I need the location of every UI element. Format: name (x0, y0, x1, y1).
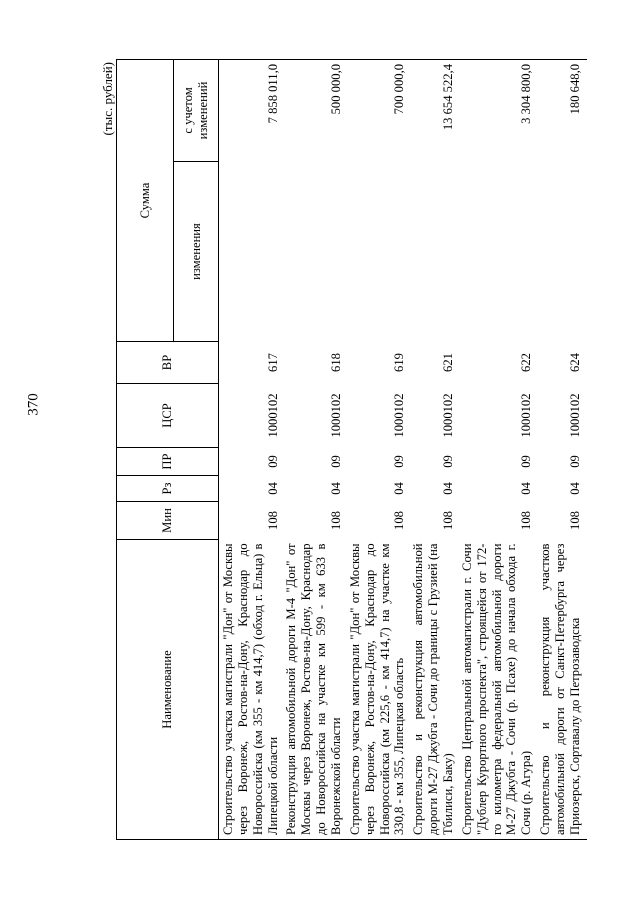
row-rz: 04 (519, 482, 534, 495)
row-pr: 09 (519, 455, 534, 468)
row-vr: 619 (392, 353, 407, 372)
row-pr: 09 (265, 455, 280, 468)
row-changes (458, 162, 536, 342)
row-rz: 04 (567, 482, 582, 495)
row-rz: 04 (265, 482, 280, 495)
row-name: Строительство участка магистрали "Дон" от Москвы через Воронеж, Ростов-на-Дону, Краснодар до Новороссийска (км 225,6 - км 414,7) на участке км 330,8 - км 355, Липецкая область (346, 540, 409, 840)
row-csr: 1000102 (392, 393, 407, 438)
row-csr: 1000102 (567, 393, 582, 438)
page-number: 370 (25, 393, 42, 416)
header-name: Наименование (117, 540, 219, 840)
row-min: 108 (441, 511, 456, 530)
row-rz: 04 (392, 482, 407, 495)
row-vr: 622 (519, 353, 534, 372)
row-with-changes: 13 654 522,4 (409, 59, 458, 161)
row-name: Строительство Центральной автомагистрали г. Сочи "Дублер Курортного проспекта", строящейся от 172-го километра федеральной автомобильной дороги М-27 Джубга - Сочи (р. Псахе) до начала обхода г. Сочи (р. Агура) (458, 540, 536, 840)
row-csr: 1000102 (329, 393, 344, 438)
row-name: Строительство и реконструкция автомобильной дороги М-27 Джубга - Сочи до границы с Грузией (на Тбилиси, Баку) (409, 540, 458, 840)
header-min: Мин (117, 502, 219, 540)
row-pr: 09 (567, 455, 582, 468)
row-name: Реконструкция автомобильной дороги М-4 "Дон" от Москвы через Воронеж, Ростов-на-Дону, Краснодар до Новороссийска на участке км 599 - км 633 в Воронежской области (282, 540, 345, 840)
row-csr: 1000102 (265, 393, 280, 438)
row-vr: 617 (265, 353, 280, 372)
row-with-changes: 180 648,0 (536, 59, 587, 161)
row-min: 108 (265, 511, 280, 530)
row-name: Строительство участка магистрали "Дон" от Москвы через Воронеж, Ростов-на-Дону, Краснодар до Новороссийска (км 355 - км 414,7) (обход г. Ельца) в Липецкой области (219, 540, 283, 840)
row-pr: 09 (441, 455, 456, 468)
row-pr: 09 (329, 455, 344, 468)
table-row (409, 59, 458, 839)
table-row (219, 59, 283, 839)
table-row (458, 59, 536, 839)
header-vr: ВР (117, 342, 219, 384)
header-with-changes: с учетом изменений (174, 59, 219, 161)
row-min: 108 (567, 511, 582, 530)
row-csr: 1000102 (519, 393, 534, 438)
row-changes (346, 162, 409, 342)
row-changes (219, 162, 283, 342)
row-vr: 618 (329, 353, 344, 372)
row-min: 108 (392, 511, 407, 530)
row-vr: 621 (441, 353, 456, 372)
row-pr: 09 (392, 455, 407, 468)
rotated-budget-sheet (100, 60, 582, 840)
row-changes (409, 162, 458, 342)
row-rz: 04 (441, 482, 456, 495)
row-min: 108 (519, 511, 534, 530)
table-row (536, 59, 587, 839)
table-row (282, 59, 345, 839)
header-changes: изменения (174, 162, 219, 342)
header-csr: ЦСР (117, 384, 219, 448)
row-with-changes: 700 000,0 (346, 59, 409, 161)
row-with-changes: 3 304 800,0 (458, 59, 536, 161)
row-name: Строительство и реконструкция участков автомобильной дороги от Санкт-Петербурга через Приозерск, Сортавалу до Петрозаводска (536, 540, 587, 840)
row-with-changes: 500 000,0 (282, 59, 345, 161)
table-row (346, 59, 409, 839)
row-csr: 1000102 (441, 393, 456, 438)
header-rz: Рз (117, 476, 219, 502)
row-rz: 04 (329, 482, 344, 495)
row-changes (536, 162, 587, 342)
header-pr: ПР (117, 448, 219, 476)
row-with-changes: 7 858 011,0 (219, 59, 283, 161)
row-changes (282, 162, 345, 342)
row-vr: 624 (567, 353, 582, 372)
row-min: 108 (329, 511, 344, 530)
units-label: (тыс. рублей) (100, 62, 115, 136)
header-sum: Сумма (117, 59, 174, 341)
budget-table (116, 59, 587, 840)
